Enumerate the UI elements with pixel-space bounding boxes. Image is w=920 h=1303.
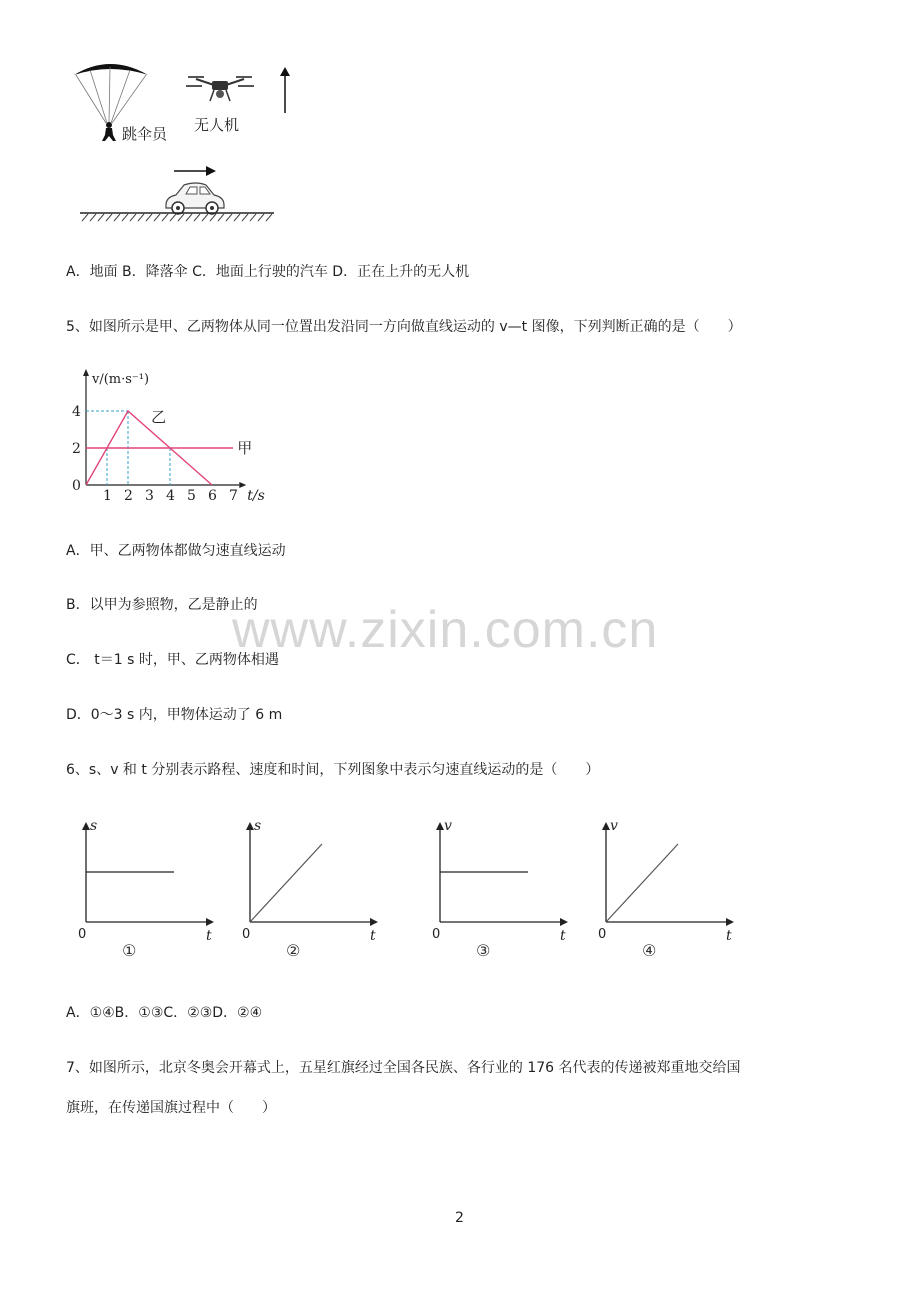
y-axis-label: v/(m·s⁻¹) xyxy=(92,372,150,387)
graph-index: ② xyxy=(286,941,301,960)
drone-illustration xyxy=(184,71,256,107)
x-axis-arrow xyxy=(726,918,734,926)
q5-option-b: B．以甲为参照物，乙是静止的 xyxy=(66,597,258,613)
top-figure xyxy=(66,55,286,230)
graph-line-diagonal xyxy=(250,844,322,922)
graph-line-diagonal xyxy=(606,844,678,922)
y-axis-label: v xyxy=(610,818,618,834)
q6-stem: 6、s、v 和 t 分别表示路程、速度和时间，下列图象中表示匀速直线运动的是（ ） xyxy=(66,762,600,778)
y-axis-arrow xyxy=(82,822,90,830)
q4-options: A．地面 B．降落伞 C．地面上行驶的汽车 D．正在上升的无人机 xyxy=(66,264,470,280)
x-axis-label: t xyxy=(726,928,732,944)
series-label-yi: 乙 xyxy=(151,408,167,427)
q6-options: A．①④B．①③C．②③D．②④ xyxy=(66,1005,263,1021)
q5-option-d: D．0～3 s 内，甲物体运动了 6 m xyxy=(66,707,283,723)
x-axis-label: t xyxy=(560,928,566,944)
graph-index: ④ xyxy=(642,941,657,960)
x-axis-label: t/s xyxy=(247,488,265,504)
q6-graph-4 xyxy=(598,818,734,960)
x-tick-label: 3 xyxy=(145,488,154,504)
q6-graph-1 xyxy=(78,818,214,960)
graph-index: ① xyxy=(122,941,137,960)
x-axis-arrow xyxy=(239,482,246,488)
q7-stem-line1: 7、如图所示，北京冬奥会开幕式上，五星红旗经过全国各民族、各行业的 176 名代表的传递被郑重地交给国 xyxy=(66,1060,741,1076)
q5-stem: 5、如图所示是甲、乙两物体从同一位置出发沿同一方向做直线运动的 v—t 图像，下列判断正确的是（ ） xyxy=(66,319,742,335)
y-axis-arrow xyxy=(83,369,89,376)
x-tick-label: 1 xyxy=(103,488,112,504)
x-tick-label: 7 xyxy=(229,488,238,504)
y-axis-arrow xyxy=(602,822,610,830)
ground-hatching xyxy=(80,211,274,223)
q5-vt-chart xyxy=(66,366,286,506)
y-tick-label: 0 xyxy=(72,478,81,494)
q5-option-c: C． t＝1 s 时，甲、乙两物体相遇 xyxy=(66,652,279,668)
q6-graph-2 xyxy=(242,818,378,960)
origin-label: 0 xyxy=(598,927,607,942)
x-tick-label: 6 xyxy=(208,488,217,504)
x-tick-label: 5 xyxy=(187,488,196,504)
x-axis-label: t xyxy=(206,928,212,944)
origin-label: 0 xyxy=(432,927,441,942)
y-axis-arrow xyxy=(246,822,254,830)
x-axis-arrow xyxy=(370,918,378,926)
up-arrow-icon xyxy=(278,67,292,115)
origin-label: 0 xyxy=(78,927,87,942)
x-axis-arrow xyxy=(206,918,214,926)
q7-stem-line2: 旗班，在传递国旗过程中（ ） xyxy=(66,1100,276,1116)
x-tick-label: 2 xyxy=(124,488,133,504)
y-axis-arrow xyxy=(436,822,444,830)
y-axis-label: s xyxy=(90,818,98,834)
y-axis-label: v xyxy=(444,818,452,834)
q6-graph-3 xyxy=(432,818,568,960)
vt-chart-svg xyxy=(66,366,286,506)
y-tick-label: 4 xyxy=(72,404,81,420)
series-label-jia: 甲 xyxy=(237,439,253,457)
y-axis-label: s xyxy=(254,818,262,834)
x-axis-label: t xyxy=(370,928,376,944)
x-tick-label: 4 xyxy=(166,488,175,504)
watermark: www.zixin.com.cn xyxy=(232,601,659,659)
parachutist-label: 跳伞员 xyxy=(122,125,168,143)
graph-index: ③ xyxy=(476,941,491,960)
q6-graphs xyxy=(66,812,766,962)
q5-option-a: A．甲、乙两物体都做匀速直线运动 xyxy=(66,543,286,559)
origin-label: 0 xyxy=(242,927,251,942)
x-axis-arrow xyxy=(560,918,568,926)
page-number: 2 xyxy=(455,1210,464,1226)
drone-label: 无人机 xyxy=(194,116,240,134)
right-arrow-icon xyxy=(174,165,216,177)
y-tick-label: 2 xyxy=(72,441,81,457)
q6-graphs-svg xyxy=(66,812,766,962)
